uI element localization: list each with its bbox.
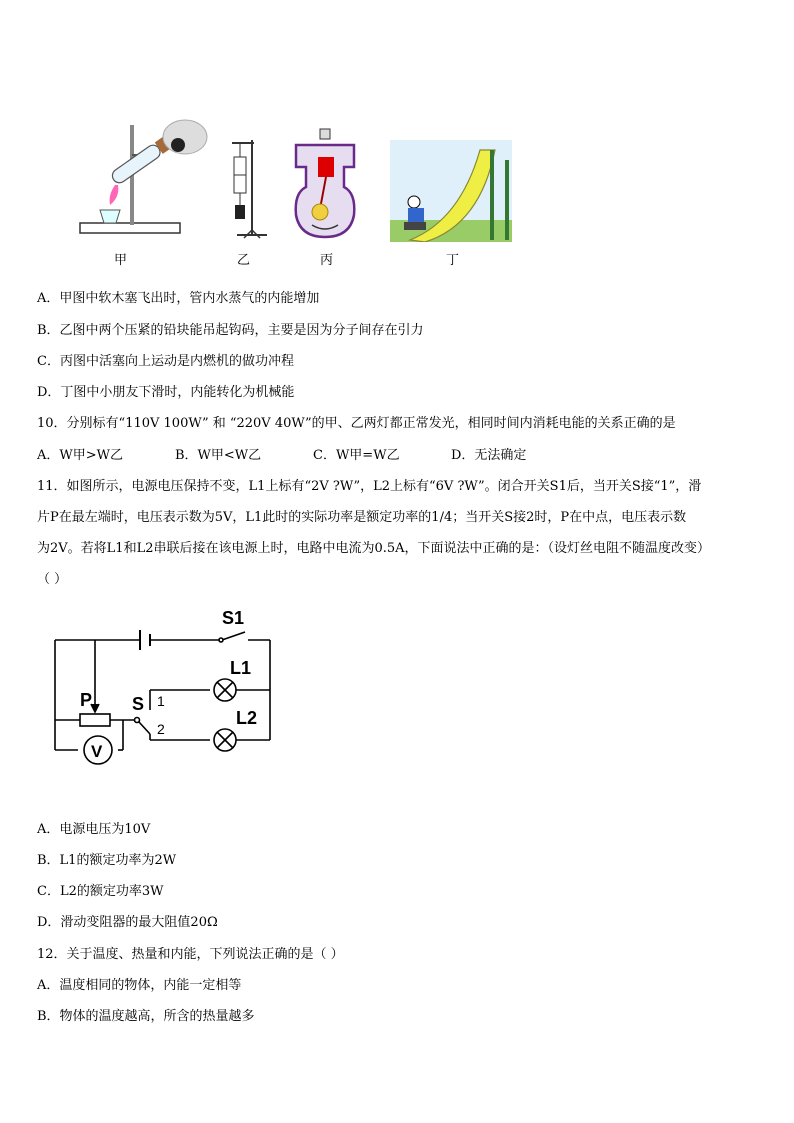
circuit-label-l1: L1 (230, 658, 252, 678)
q11-option-c: C．L2的额定功率3W (37, 884, 164, 899)
circuit-label-pos2: 2 (157, 721, 165, 737)
figure-bing (290, 127, 360, 242)
q11-option-a: A．电源电压为10V (37, 822, 151, 837)
q9-option-b: B．乙图中两个压紧的铅块能吊起钩码，主要是因为分子间存在引力 (37, 323, 424, 338)
caption-yi: 乙 (237, 253, 251, 268)
q11-stem-line1: 11．如图所示，电源电压保持不变，L1上标有“2V ?W”，L2上标有“6V ?W”。闭合开关S1后，当开关S接“1”，滑 (37, 479, 702, 494)
q9-option-d: D．丁图中小朋友下滑时，内能转化为机械能 (37, 385, 295, 400)
q9-option-c: C．丙图中活塞向上运动是内燃机的做功冲程 (37, 354, 294, 369)
q10-stem: 10．分别标有“110V 100W” 和 “220V 40W”的甲、乙两灯都正常发光，相同时间内消耗电能的关系正确的是 (37, 416, 676, 431)
circuit-label-p: P (80, 690, 93, 710)
circuit-label-l2: L2 (236, 708, 258, 728)
q11-option-b: B．L1的额定功率为2W (37, 853, 177, 868)
figure-yi (222, 135, 272, 245)
q10-options (37, 447, 526, 465)
q12-option-b: B．物体的温度越高，所含的热量越多 (37, 1009, 255, 1024)
caption-bing: 丙 (320, 253, 334, 268)
q9-option-a: A．甲图中软木塞飞出时，管内水蒸气的内能增加 (37, 291, 320, 306)
q10-option-d: D．无法确定 (451, 448, 527, 463)
caption-jia: 甲 (114, 253, 128, 268)
q10-option-b: B．W甲<W乙 (175, 448, 262, 463)
q11-stem-line4: （ ） (37, 572, 68, 587)
q11-option-d: D．滑动变阻器的最大阻值20Ω (37, 915, 218, 930)
q10-option-a: A．W甲>W乙 (37, 448, 124, 463)
circuit-label-pos1: 1 (157, 693, 165, 709)
figure-jia (70, 115, 210, 240)
q12-option-a: A．温度相同的物体，内能一定相等 (37, 978, 242, 993)
circuit-diagram (50, 600, 280, 772)
q12-stem: 12．关于温度、热量和内能，下列说法正确的是（ ） (37, 947, 344, 962)
caption-ding: 丁 (446, 253, 460, 268)
figure-ding (390, 140, 512, 242)
circuit-label-s: S (132, 694, 145, 714)
q11-stem-line2: 片P在最左端时，电压表示数为5V，L1此时的实际功率是额定功率的1/4；当开关S接2时，P在中点，电压表示数 (37, 510, 687, 525)
circuit-label-s1: S1 (222, 608, 245, 628)
q11-stem-line3: 为2V。若将L1和L2串联后接在该电源上时，电路中电流为0.5A，下面说法中正确的是：（设灯丝电阻不随温度改变） (37, 541, 711, 556)
q10-option-c: C．W甲=W乙 (313, 448, 400, 463)
circuit-label-v: V (91, 742, 103, 761)
